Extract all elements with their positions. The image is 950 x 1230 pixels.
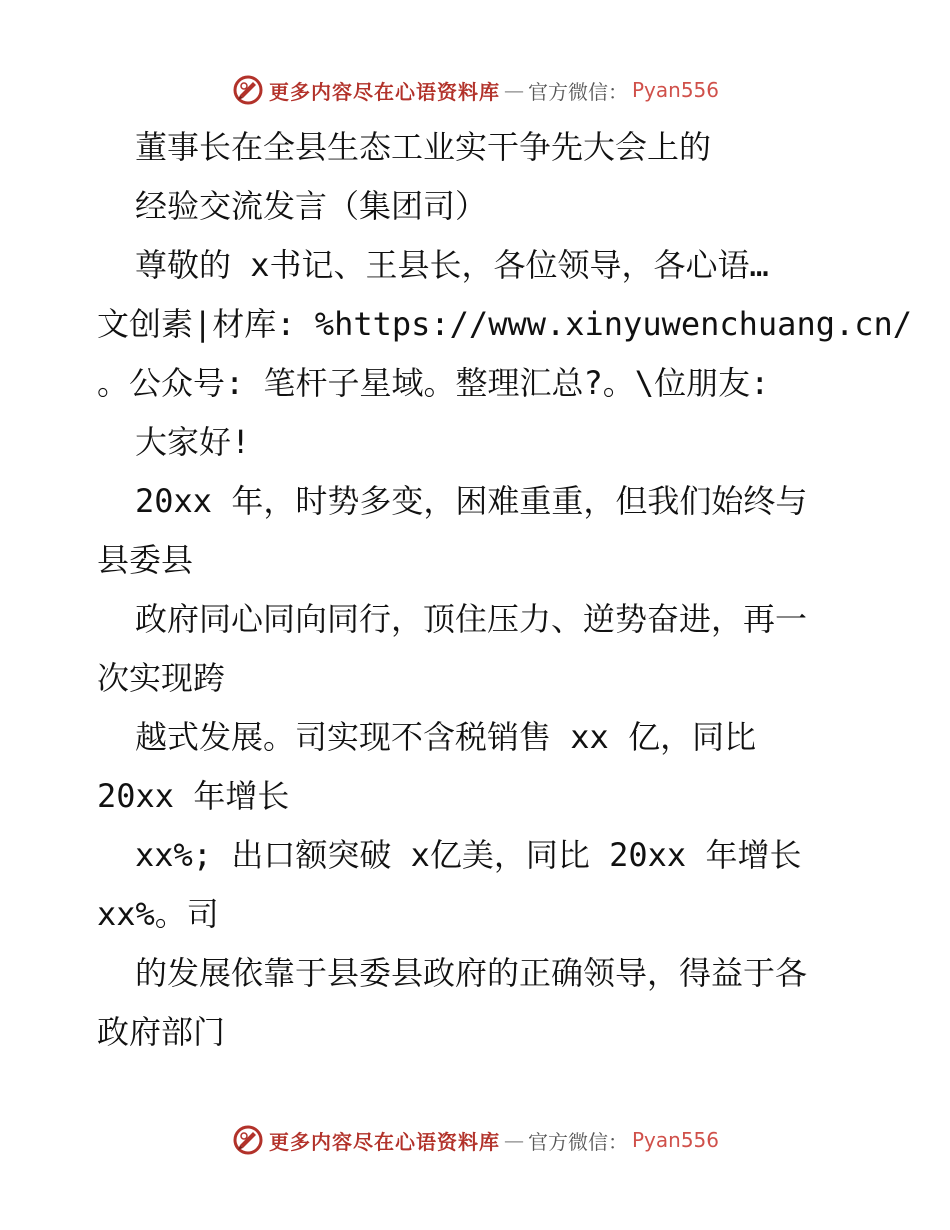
text-line: 次实现跨 [97, 659, 226, 697]
text-line: 越式发展。司实现不含税销售 xx 亿，同比 [135, 718, 757, 756]
text-line: 政府同心同向同行，顶住压力、逆势奋进，再一 [135, 600, 808, 638]
banner-dash: — [503, 78, 524, 102]
text-line: 的发展依靠于县委县政府的正确领导，得益于各 [135, 954, 808, 992]
banner-wechat-id: Pyan556 [631, 1128, 719, 1152]
banner-wechat-label: 官方微信： [527, 1129, 628, 1154]
footer-banner [0, 1120, 950, 1160]
text-line: 20xx 年增长 [97, 777, 290, 815]
footer-banner-inner [231, 1123, 719, 1157]
banner-slogan: 更多内容尽在心语资料库 [268, 79, 500, 104]
banner-wechat-label: 官方微信： [527, 79, 628, 104]
text-line: 政府部门 [97, 1013, 226, 1051]
text-line: 大家好! [135, 423, 251, 461]
text-line: 经验交流发言（集团司） [135, 187, 488, 225]
text-line: 董事长在全县生态工业实干争先大会上的 [135, 128, 712, 166]
document-body [97, 118, 913, 1062]
header-banner [0, 70, 950, 110]
text-line: 20xx 年，时势多变，困难重重，但我们始终与 [135, 482, 808, 520]
text-line: 县委县 [97, 541, 194, 579]
text-line: 。公众号: 笔杆子星域。整理汇总?。\位朋友: [97, 364, 770, 402]
text-line: xx%; 出口额突破 x亿美，同比 20xx 年增长 [135, 836, 802, 874]
text-line: 文创素|材库: %https://www.xinyuwenchuang.cn/ [97, 305, 913, 343]
pen-logo-icon [231, 1123, 265, 1157]
pen-logo-icon [231, 73, 265, 107]
banner-wechat-id: Pyan556 [631, 78, 719, 102]
banner-dash: — [503, 1128, 524, 1152]
text-line: 尊敬的 x书记、王县长，各位领导，各心语… [135, 246, 769, 284]
banner-slogan: 更多内容尽在心语资料库 [268, 1129, 500, 1154]
header-banner-inner [231, 73, 719, 107]
text-line: xx%。司 [97, 895, 219, 933]
